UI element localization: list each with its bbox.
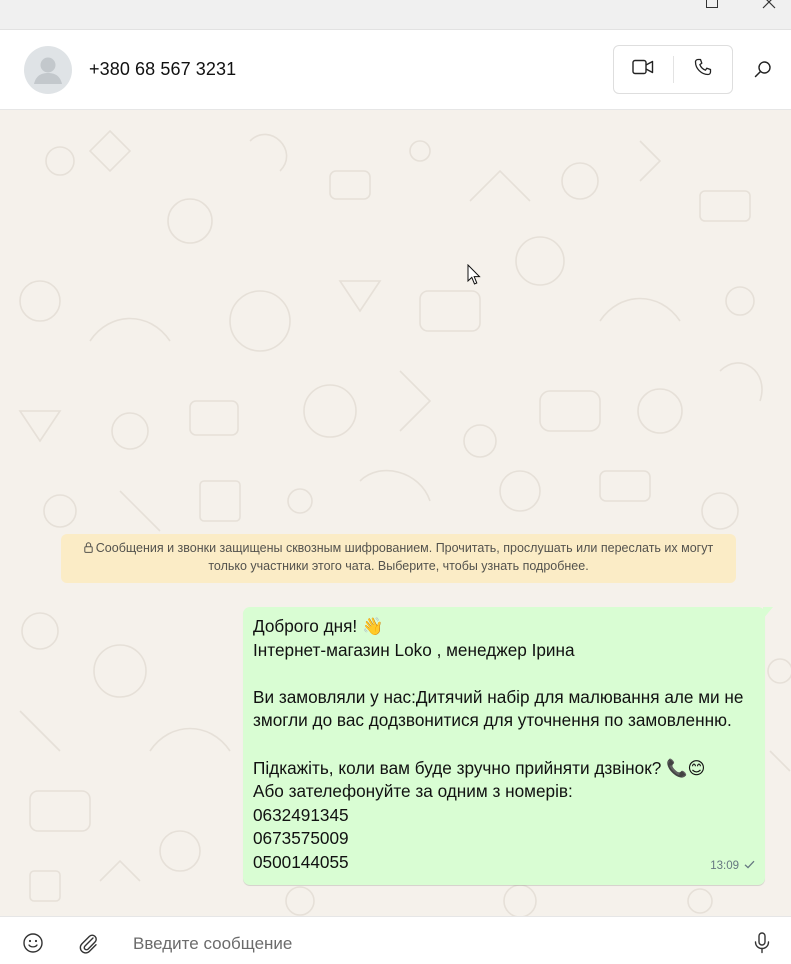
message-line: Інтернет-магазин Loko , менеджер Ірина (253, 639, 575, 660)
encryption-notice-text: Сообщения и звонки защищены сквозным шифрованием. Прочитать, прослушать или переслать их могут только участники этого чата. Выберите, чтобы узнать подробнее. (95, 541, 714, 573)
window-titlebar (0, 0, 791, 30)
message-composer (0, 916, 791, 964)
encryption-notice[interactable] (61, 534, 736, 583)
attach-icon (77, 932, 99, 959)
call-button-group (613, 45, 733, 94)
voice-call-button[interactable] (674, 46, 733, 93)
message-blank-line (253, 733, 755, 757)
close-icon[interactable] (759, 0, 779, 10)
chat-header (0, 30, 791, 110)
message-line: Ви замовляли у нас:Дитячий набір для малювання але ми не змогли до вас додзвонитися для уточнення по замовленню. (253, 686, 744, 731)
message-line: Підкажіть, коли вам буде зручно прийняти дзвінок? 📞😊 (253, 757, 706, 778)
phone-number[interactable]: 0500144055 (253, 851, 349, 872)
video-call-button[interactable] (614, 46, 673, 93)
mouse-cursor-icon (467, 264, 481, 286)
emoji-button[interactable] (21, 933, 45, 957)
sent-check-icon (744, 855, 755, 879)
lock-icon (84, 541, 93, 558)
search-button[interactable] (750, 58, 776, 84)
voice-call-icon (694, 58, 712, 81)
chat-area[interactable] (0, 111, 791, 916)
contact-name[interactable]: +380 68 567 3231 (89, 59, 237, 79)
phone-number[interactable]: 0673575009 (253, 828, 349, 849)
message-meta (710, 855, 755, 879)
outgoing-message-bubble[interactable] (243, 607, 765, 885)
message-time: 13:09 (710, 860, 739, 873)
message-input[interactable] (133, 929, 713, 959)
maximize-icon[interactable] (702, 0, 722, 10)
video-call-icon (632, 59, 654, 80)
message-line: Або зателефонуйте за одним з номерів: (253, 781, 573, 802)
microphone-button[interactable] (750, 933, 774, 957)
microphone-icon (753, 932, 771, 959)
phone-number[interactable]: 0632491345 (253, 804, 349, 825)
emoji-icon (22, 932, 44, 959)
bubble-tail (763, 607, 773, 619)
default-avatar-icon[interactable] (24, 46, 72, 94)
message-blank-line (253, 662, 755, 686)
search-icon (754, 60, 772, 83)
message-line: Доброго дня! 👋 (253, 616, 384, 636)
attach-button[interactable] (76, 933, 100, 957)
